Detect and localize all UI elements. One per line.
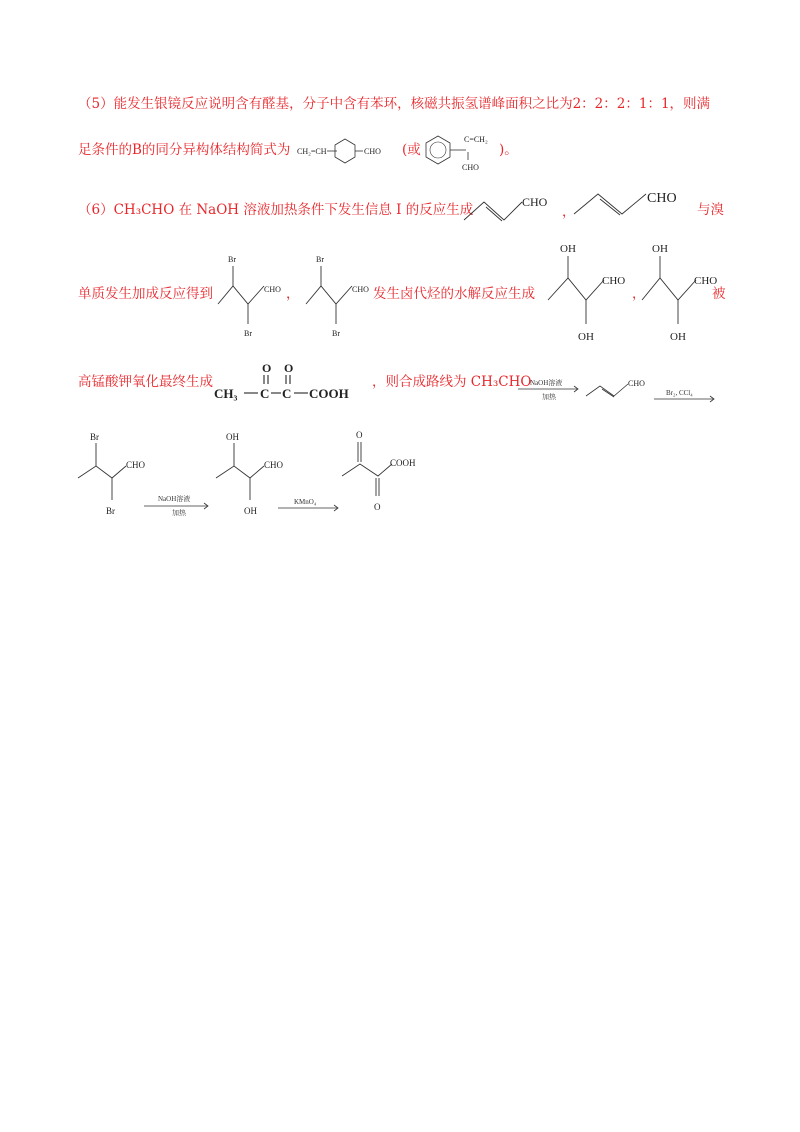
mol2-top-label: C=CH₂ <box>464 135 488 144</box>
p6-line2-b: ， <box>286 286 300 302</box>
reaction-arrow-3 <box>142 494 212 518</box>
molecule-crotonaldehyde-2 <box>570 184 690 224</box>
reaction-arrow-2 <box>652 388 718 404</box>
o-label: O <box>284 361 294 375</box>
br-label: Br <box>228 255 236 264</box>
oh-label: OH <box>670 331 686 343</box>
mol1-left-label: CH₂=CH <box>297 147 327 156</box>
cho-label: CHO <box>264 460 284 470</box>
p5-line2-a: 足条件的B的同分异构体结构简式为 <box>78 142 291 158</box>
cho-label: CHO <box>264 285 281 294</box>
molecule-pyruvic-acid-condensed <box>212 360 372 406</box>
p6-line1-b: ， <box>562 204 576 220</box>
molecule-dihydroxybutanal-1 <box>540 240 632 348</box>
oh-label: OH <box>578 331 594 343</box>
cho-label: CHO <box>352 285 369 294</box>
cooh-label: COOH <box>390 458 416 468</box>
c-label: C <box>260 386 270 401</box>
oh-label: OH <box>226 432 239 442</box>
br-label: Br <box>316 255 324 264</box>
arrow3-bottom-label: 加热 <box>172 509 186 517</box>
molecule-phenylacrolein <box>420 128 502 172</box>
molecule-vinylbenzaldehyde <box>297 135 399 165</box>
p6-line3-b: ，则合成路线为 CH₃CHO <box>372 374 532 390</box>
br-label: Br <box>106 506 115 516</box>
cho-label: CHO <box>694 275 718 287</box>
p5-line2-b: (或 <box>402 142 421 158</box>
cho-label: CHO <box>126 460 146 470</box>
p6-line1-a: （6）CH₃CHO 在 NaOH 溶液加热条件下发生信息 I 的反应生成 <box>78 202 474 218</box>
molecule-pyruvic-acid-skeletal <box>336 424 420 516</box>
br-label: Br <box>244 329 252 338</box>
mol2-bottom-label: CHO <box>462 163 479 172</box>
cooh-label: COOH <box>309 386 349 401</box>
br-label: Br <box>90 432 99 442</box>
p6-line2-d: ， <box>632 286 646 302</box>
molecule-dihydroxybutanal-2 <box>636 240 724 348</box>
reaction-arrow-1 <box>516 376 582 402</box>
ch3-label: CH₃ <box>214 386 238 401</box>
molecule-dibromobutanal-1 <box>214 252 288 344</box>
br-label: Br <box>332 329 340 338</box>
arrow1-top-label: NaOH溶液 <box>530 379 563 387</box>
cho-label: CHO <box>522 195 548 209</box>
c-label: C <box>282 386 292 401</box>
molecule-dibromobutanal-2 <box>300 252 374 344</box>
p6-line2-c: 发生卤代烃的水解反应生成 <box>373 286 535 302</box>
oh-label: OH <box>244 506 257 516</box>
p6-line1-c: 与溴 <box>697 202 724 218</box>
arrow3-top-label: NaOH溶液 <box>158 495 191 503</box>
arrow2-top-label: Br₂, CCl₄ <box>666 389 693 397</box>
p5-line2-c: )。 <box>499 142 518 158</box>
o-label: O <box>262 361 272 375</box>
reaction-arrow-4 <box>276 496 342 514</box>
cho-label: CHO <box>628 379 645 388</box>
o-label: O <box>374 502 381 512</box>
arrow1-bottom-label: 加热 <box>542 393 556 401</box>
oh-label: OH <box>652 243 668 255</box>
mol1-right-label: CHO <box>364 147 381 156</box>
p6-line3-a: 高锰酸钾氧化最终生成 <box>78 374 213 390</box>
o-label: O <box>356 430 363 440</box>
molecule-crotonaldehyde-1 <box>462 190 562 224</box>
molecule-crotonaldehyde-3 <box>584 374 654 400</box>
p6-line2-a: 单质发生加成反应得到 <box>78 286 213 302</box>
oh-label: OH <box>560 243 576 255</box>
arrow4-top-label: KMnO₄ <box>294 498 317 506</box>
cho-label: CHO <box>602 275 626 287</box>
p6-line2-e: 被 <box>712 286 726 302</box>
cho-label: CHO <box>647 191 677 206</box>
molecule-dibromobutanal-3 <box>76 428 152 520</box>
p5-line1: （5）能发生银镜反应说明含有醛基，分子中含有苯环，核磁共振氢谱峰面积之比为2：2：2：1：1，则满 <box>78 96 711 112</box>
